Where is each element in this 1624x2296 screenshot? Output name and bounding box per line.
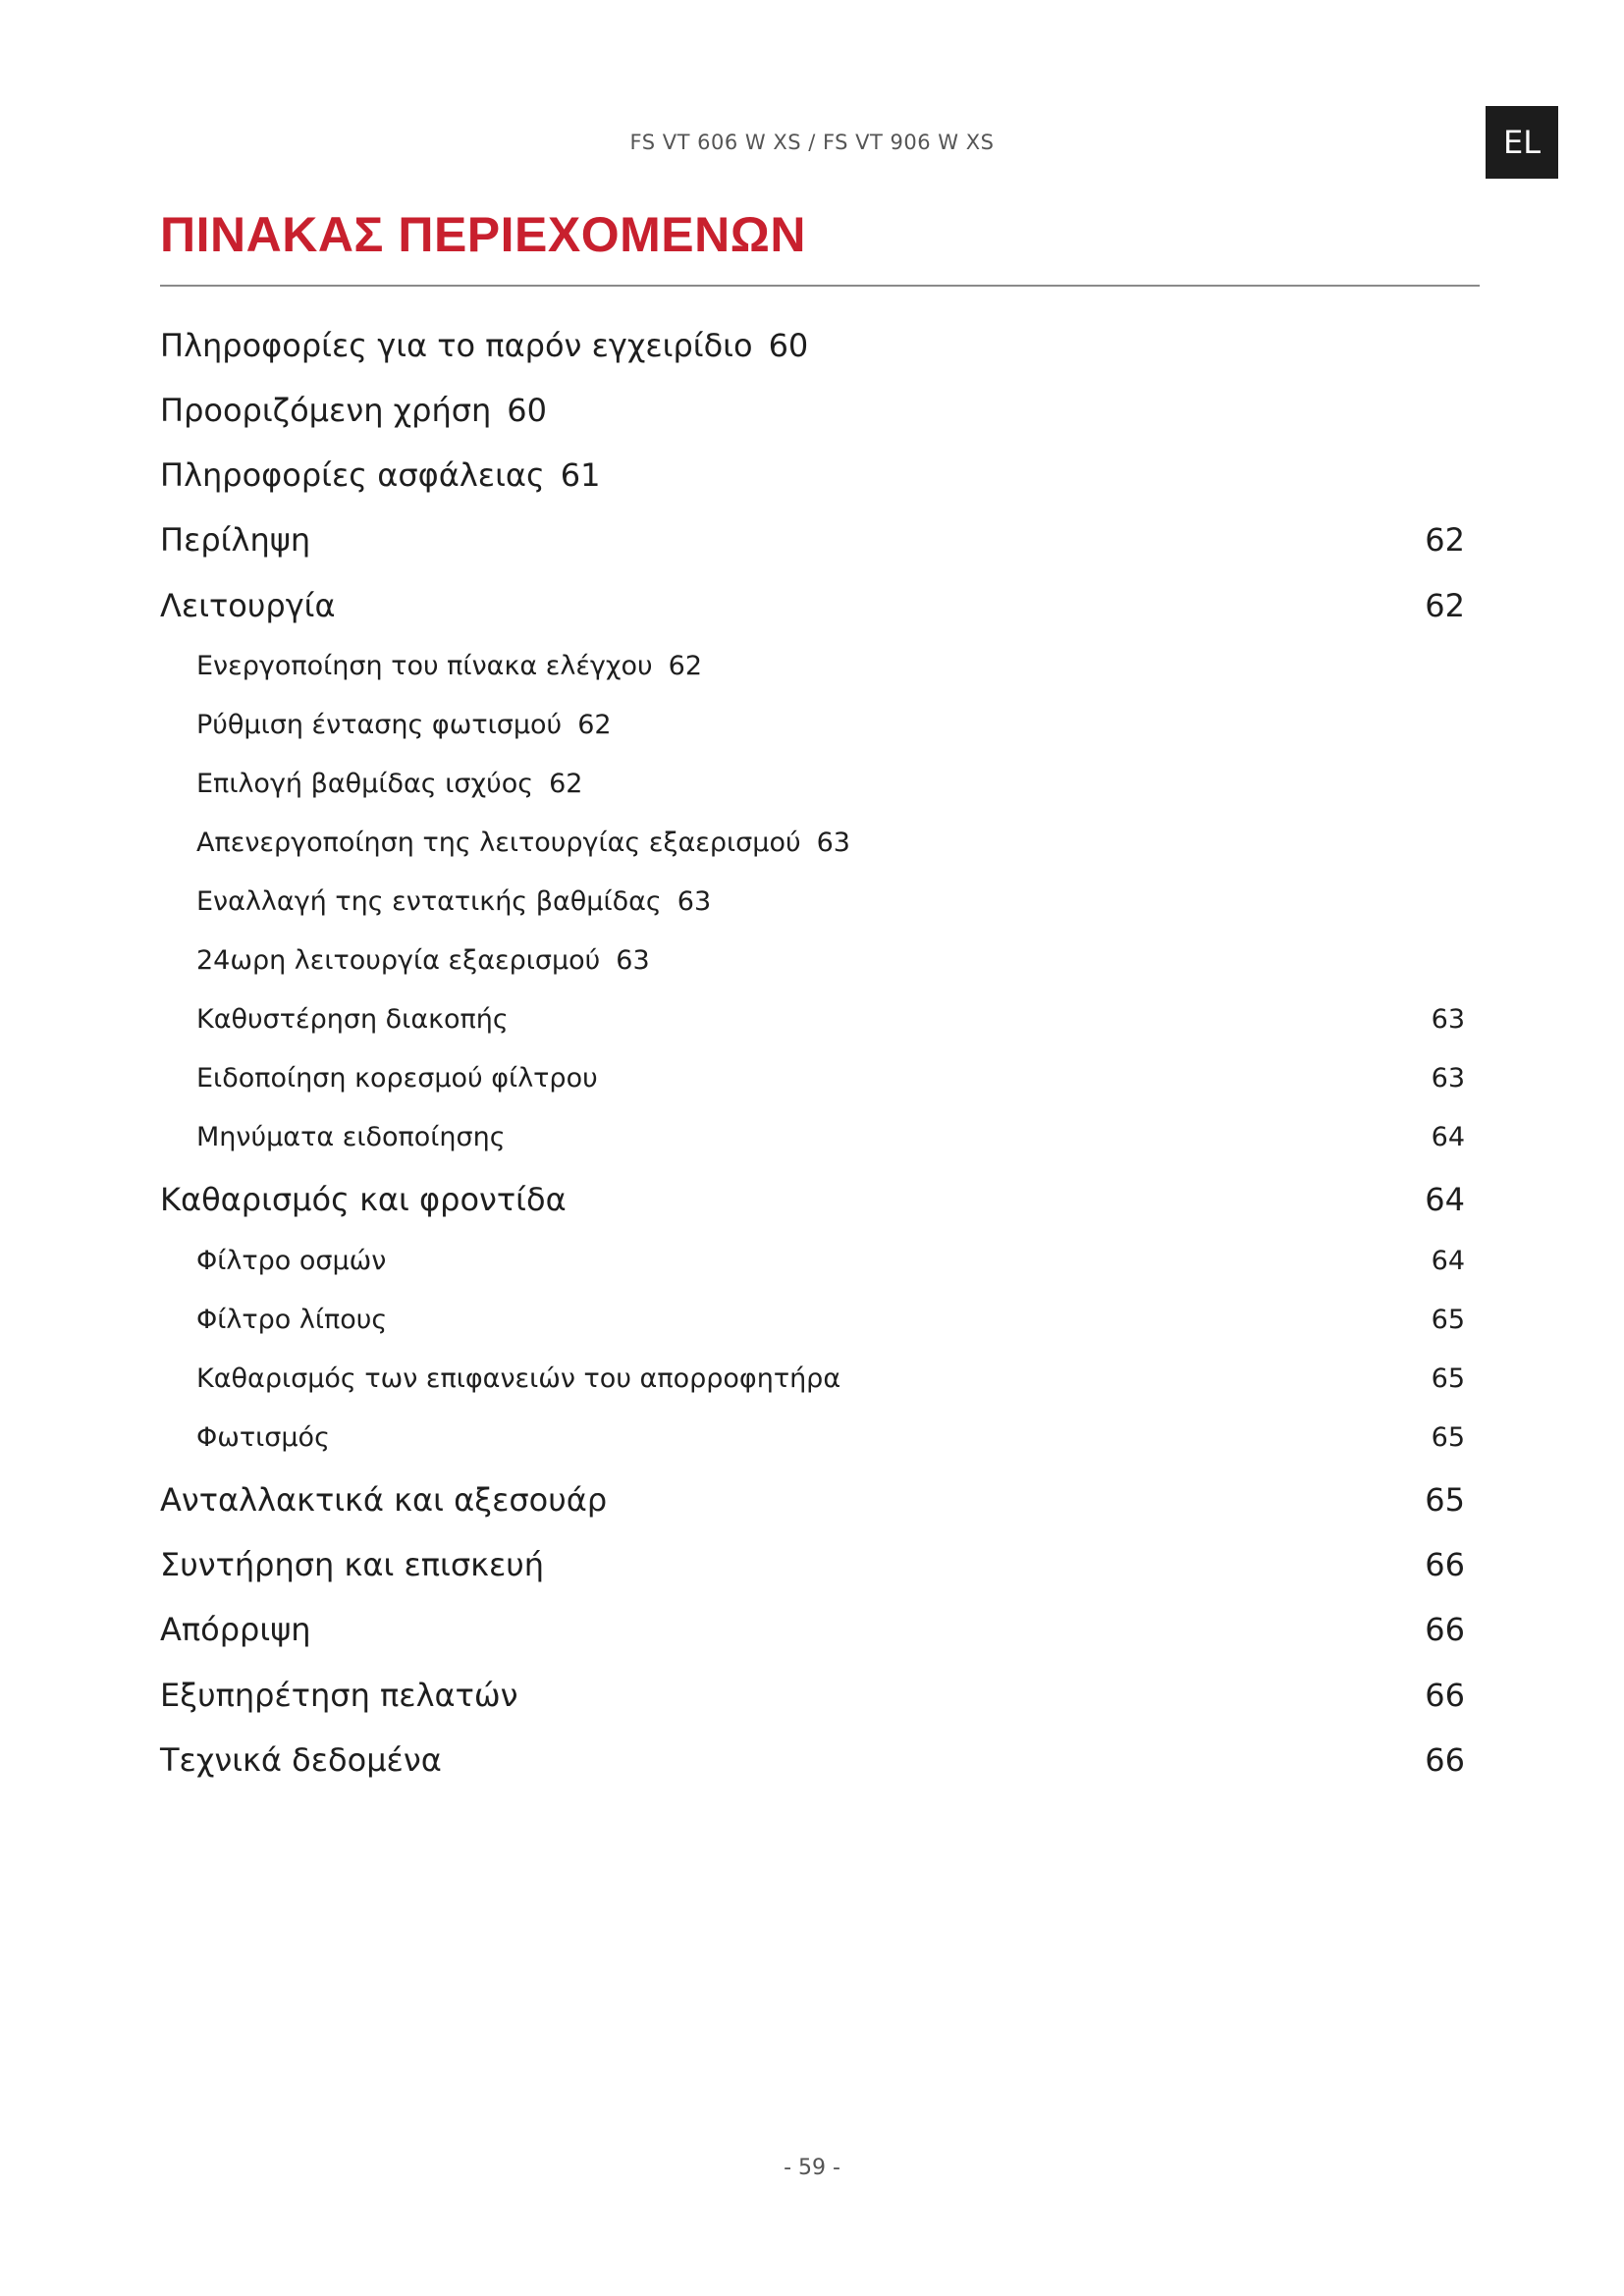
toc-entry[interactable] [196,1003,509,1037]
toc-entry-page: 62 [549,769,583,799]
toc-entry-page: 65 [1431,1363,1465,1394]
toc-entry-label: Καθαρισμός και φροντίδα [160,1181,567,1218]
toc-entry-label: Πληροφορίες για το παρόν εγχειρίδιο [160,327,753,364]
toc-entry-label: Μηνύματα ειδοποίησης [196,1122,506,1152]
toc-entry-label: Φίλτρο οσμών [196,1246,387,1276]
toc-entry-page: 64 [1431,1246,1465,1276]
page-title: ΠΙΝΑΚΑΣ ΠΕΡΙΕΧΟΜΕΝΩΝ [160,207,806,262]
toc-entry-page: 64 [1431,1122,1465,1152]
toc-entry-page: 66 [1425,1546,1465,1583]
page-number: - 59 - [784,2156,840,2180]
toc-entry-page: 63 [1431,1004,1465,1035]
toc-entry-label: Καθυστέρηση διακοπής [196,1004,509,1035]
toc-entry-page: 62 [1425,521,1465,559]
toc-entry[interactable] [196,1421,330,1455]
toc-entry[interactable] [160,586,336,625]
toc-entry-page: 65 [1431,1422,1465,1453]
toc-entry[interactable] [160,1610,311,1649]
toc-entry[interactable] [160,1740,442,1780]
toc-entry-label: Ειδοποίηση κορεσμού φίλτρου [196,1063,598,1094]
toc-entry-label: Προοριζόμενη χρήση [160,392,492,429]
toc-entry-label: Ενεργοποίηση του πίνακα ελέγχου [196,651,653,681]
toc-entry-page: 62 [668,651,702,681]
toc-entry-label: Εξυπηρέτηση πελατών [160,1677,518,1714]
toc-entry-page: 66 [1425,1611,1465,1648]
toc-entry-label: Φωτισμός [196,1422,330,1453]
toc-entry-page: 62 [577,710,612,740]
toc-entry[interactable] [196,1245,386,1278]
toc-entry-label: Απενεργοποίηση της λειτουργίας εξαερισμού [196,828,801,858]
toc-entry[interactable] [160,391,547,430]
toc-entry[interactable] [160,1180,567,1219]
document-model-header: FS VT 606 W XS / FS VT 906 W XS [629,131,995,154]
toc-entry-page: 64 [1425,1181,1465,1218]
toc-entry-label: Απόρριψη [160,1611,311,1648]
toc-entry[interactable] [160,1545,544,1584]
toc-entry-page: 63 [616,945,650,976]
toc-entry-label: Πληροφορίες ασφάλειας [160,456,545,494]
language-badge: EL [1486,106,1558,179]
toc-entry-label: 24ωρη λειτουργία εξαερισμού [196,945,601,976]
toc-entry-page: 60 [768,327,809,364]
toc-entry[interactable] [196,709,612,742]
toc-entry-label: Περίληψη [160,521,311,559]
toc-entry[interactable] [196,1362,840,1396]
toc-entry[interactable] [196,1304,387,1337]
toc-entry[interactable] [196,944,650,978]
toc-entry-page: 62 [1425,587,1465,624]
toc-entry-label: Εναλλαγή της εντατικής βαθμίδας [196,886,662,917]
toc-entry-label: Συντήρηση και επισκευή [160,1546,545,1583]
toc-entry[interactable] [196,1121,506,1154]
toc-entry-page: 66 [1425,1741,1465,1779]
toc-entry[interactable] [160,1480,607,1520]
toc-entry-label: Επιλογή βαθμίδας ισχύος [196,769,534,799]
toc-entry[interactable] [196,1062,598,1095]
toc-entry-page: 63 [816,828,850,858]
toc-entry-page: 65 [1425,1481,1465,1519]
toc-entry[interactable] [196,768,582,801]
toc-entry-label: Λειτουργία [160,587,336,624]
toc-entry-label: Φίλτρο λίπους [196,1305,388,1335]
toc-entry-page: 61 [560,456,601,494]
toc-entry-label: Ανταλλακτικά και αξεσουάρ [160,1481,608,1519]
toc-entry-page: 65 [1431,1305,1465,1335]
toc-entry[interactable] [160,1676,518,1715]
toc-entry[interactable] [196,885,711,919]
toc-entry-label: Ρύθμιση έντασης φωτισμού [196,710,563,740]
toc-entry-page: 66 [1425,1677,1465,1714]
toc-entry[interactable] [160,326,808,365]
toc-entry-page: 63 [1431,1063,1465,1094]
toc-entry[interactable] [160,520,310,560]
toc-entry[interactable] [196,827,850,860]
toc-entry[interactable] [196,650,702,683]
toc-entry-page: 60 [507,392,547,429]
toc-entry[interactable] [160,455,600,495]
toc-entry-page: 63 [677,886,712,917]
toc-entry-label: Καθαρισμός των επιφανειών του απορροφητήρα [196,1363,841,1394]
toc-entry-label: Τεχνικά δεδομένα [160,1741,442,1779]
